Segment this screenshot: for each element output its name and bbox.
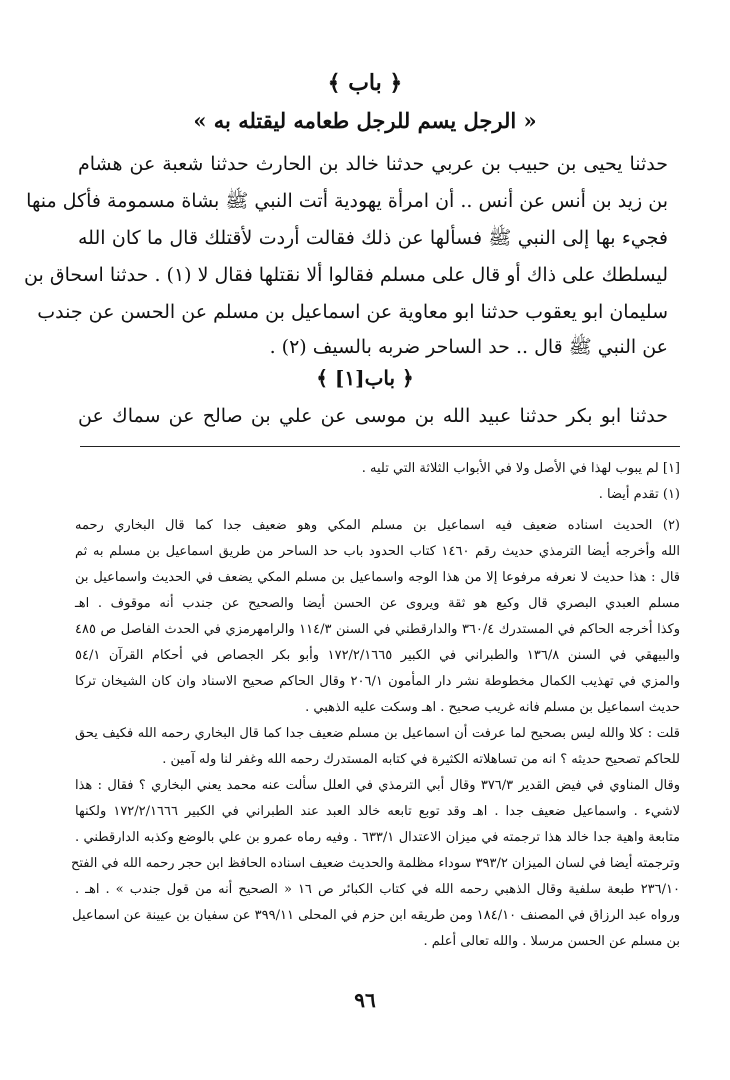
footnote-line: وترجمته أيضا في لسان الميزان ٣٩٣/٢ سوداء مظلمة والحديث ضعيف اسناده الحافظ ابن حجر رحمه الله في الفتح bbox=[70, 856, 680, 871]
page-number: ٩٦ bbox=[354, 988, 376, 1012]
footnote-line: الله وأخرجه أيضا الترمذي حديث رقم ١٤٦٠ كتاب الحدود باب حد الساحر من طريق اسماعيل بن مسلم به ثم bbox=[75, 544, 680, 559]
main-text-line: سليمان ابو يعقوب حدثنا ابو معاوية عن اسماعيل بن مسلم عن الحسن عن جندب bbox=[37, 301, 668, 323]
footnote-divider bbox=[80, 446, 680, 447]
main-text-line: فجيء بها إلى النبي ﷺ فسألها عن ذلك فقالت أردت لأقتلك قال ما كان الله bbox=[78, 227, 668, 249]
chapter-heading-bab-2: ﴿ باب[١] ﴾ bbox=[316, 366, 414, 390]
footnote-line: مسلم العبدي البصري قال وكيع هو ثقة ويروى عن الحسن أيضا والصحيح عن جندب أنه موقوف . اهـ bbox=[75, 596, 680, 611]
main-text-line: عن النبي ﷺ قال .. حد الساحر ضربه بالسيف (٢) . bbox=[269, 336, 668, 358]
footnote-line: ورواه عبد الرزاق في المصنف ١٨٤/١٠ ومن طريقه ابن حزم في المحلى ٣٩٩/١١ عن سفيان بن عيينة عن اسماعيل bbox=[72, 908, 680, 923]
main-text-line: بن زيد بن أنس عن أنس .. أن امرأة يهودية أتت النبي ﷺ بشاة مسمومة فأكل منها bbox=[26, 190, 668, 212]
chapter-heading-bab: ﴿ باب ﴾ bbox=[327, 70, 403, 96]
footnote-line: [١] لم يبوب لهذا في الأصل ولا في الأبواب الثلاثة التي تليه . bbox=[361, 461, 680, 476]
footnote-line: متابعة واهية جدا خالد هذا ترجمته في ميزان الاعتدال ٦٣٣/١ . وفيه رماه عمرو بن علي بالوضع وكذبه الدارقطني . bbox=[75, 830, 680, 845]
footnote-line: وقال المناوي في فيض القدير ٣٧٦/٣ وقال أبي الترمذي في العلل سألت عنه محمد يعني البخاري ؟ فقال : هذا bbox=[75, 778, 680, 793]
footnote-line: ٢٣٦/١٠ طبعة سلفية وقال الذهبي رحمه الله في كتاب الكبائر ص ١٦ « الصحيح أنه من قول جندب » . اهـ . bbox=[75, 882, 680, 897]
footnote-line: (٢) الحديث اسناده ضعيف فيه اسماعيل بن مسلم المكي وهو ضعيف جدا كما قال البخاري رحمه bbox=[75, 518, 680, 533]
footnote-line: بن مسلم عن الحسن مرسلا . والله تعالى أعلم . bbox=[423, 934, 680, 949]
footnote-line: وكذا أخرجه الحاكم في المستدرك ٣٦٠/٤ والدارقطني في السنن ١١٤/٣ والرامهرمزي في الحدث الفاصل ص ٤٨٥ bbox=[75, 622, 680, 637]
footnote-line: قال : هذا حديث لا نعرفه مرفوعا إلا من هذا الوجه واسماعيل بن مسلم المكي يضعف في الحديث واسماعيل بن bbox=[75, 570, 680, 585]
chapter-subtitle: « الرجل يسم للرجل طعامه ليقتله به » bbox=[193, 108, 537, 133]
footnote-line: للحاكم تصحيح حديثه ؟ انه من تساهلاته الكثيرة في كتابه المستدرك رحمه الله وغفر لنا وله آمين . bbox=[162, 752, 680, 767]
footnote-line: والمزي في تهذيب الكمال مخطوطة نشر دار المأمون ٢٠٦/١ وقال الحاكم صحيح الاسناد وان كان الشيخان تركا bbox=[75, 674, 680, 689]
footnote-line: والبيهقي في السنن ١٣٦/٨ والطبراني في الكبير ١٧٢/٢/١٦٦٥ وأبو بكر الجصاص في أحكام القرآن ٥٤/١ bbox=[75, 648, 680, 663]
main-text-line: حدثنا يحيى بن حبيب بن عربي حدثنا خالد بن الحارث حدثنا شعبة عن هشام bbox=[78, 153, 668, 175]
footnote-line: حديث اسماعيل بن مسلم فانه غريب صحيح . اهـ وسكت عليه الذهبي . bbox=[305, 700, 680, 715]
footnote-line: قلت : كلا والله ليس بصحيح لما عرفت أن اسماعيل بن مسلم ضعيف جدا كما قال البخاري رحمه الله فكيف يحق bbox=[75, 726, 680, 741]
footnote-line: لاشيء . واسماعيل ضعيف جدا . اهـ وقد توبع تابعه خالد العبد عند الطبراني في الكبير ١٧٢/٢/١٦٦٦ ولكنها bbox=[75, 804, 681, 819]
main-text-line: حدثنا ابو بكر حدثنا عبيد الله بن موسى عن علي بن صالح عن سماك عن bbox=[78, 405, 668, 427]
main-text-line: ليسلطك على ذاك أو قال على مسلم فقالوا ألا نقتلها فقال لا (١) . حدثنا اسحاق بن bbox=[24, 264, 668, 286]
footnote-line: (١) تقدم أيضا . bbox=[598, 487, 680, 502]
